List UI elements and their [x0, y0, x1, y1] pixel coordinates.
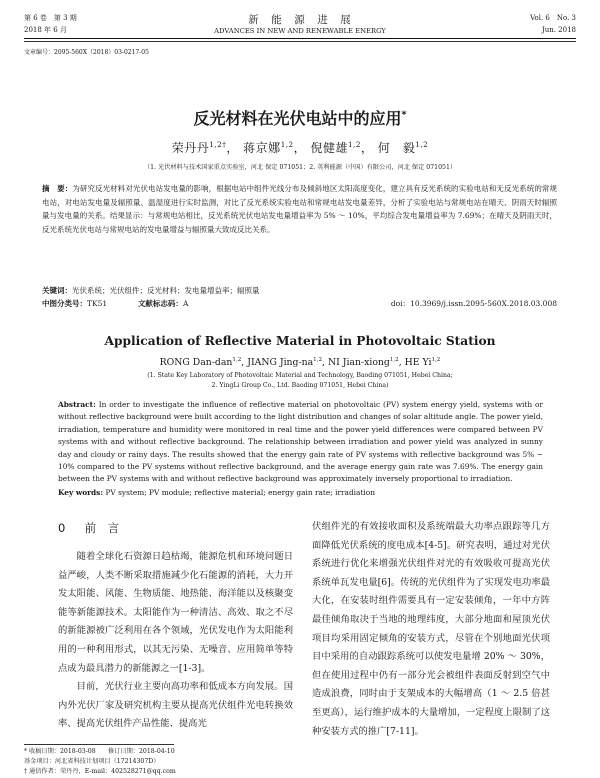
body-right-column — [312, 518, 550, 741]
section-title: 前 言 — [84, 521, 120, 535]
keywords-en-text: PV system; PV module; reflective material; energy gain rate; irradiation — [105, 488, 375, 497]
header-date-cn: 2018 年 6 月 — [24, 26, 67, 34]
paper-title-cn — [0, 106, 600, 129]
affiliation-en-1: (1. State Key Laboratory of Photovoltaic Material and Technology, Baoding 071051, Hebei China; — [147, 372, 453, 379]
keywords-en-label: Key words: — [58, 488, 104, 497]
author-cn: 荣丹丹$^{1,2\dagger}$ — [171, 140, 227, 155]
footnote-received: * 收稿日期：2018-03-08 修订日期：2018-04-10 — [24, 748, 175, 755]
author-en: NI Jian-xiong$^{1,2}$ — [327, 356, 399, 368]
title-footnote-mark: * — [401, 109, 407, 121]
keywords-cn-text: 光伏系统；光伏组件；反光材料；发电量增益率；辐照量 — [72, 286, 260, 295]
article-number: 文章编号：2095-560X（2018）03-0217-05 — [24, 49, 149, 56]
authors-cn: 荣丹丹$^{1,2\dagger}$， 蒋京娜$^{1,2}$， 倪健雄$^{1,2}$， 何 毅$^{1,2}$ — [171, 140, 429, 155]
author-en: RONG Dan-dan$^{1,2}$ — [159, 356, 242, 368]
footnote-rule — [24, 744, 174, 745]
body-paragraph: 随着全球化石资源日趋枯竭，能源危机和环境问题日益严峻，人类不断采取措施减少化石能源的消耗，大力开发太阳能、风能、生物质能、地热能、海洋能以及核聚变能等新能源技术。太阳能作为一种清洁、高效、取之不尽的新能源被广泛利用在各个领域，光伏发电作为太阳能利用的一种利用形式，以其无污染、无噪音、应用简单等特点成为最具潜力的新能源之一[1-3]。 — [58, 551, 293, 674]
abstract-cn — [42, 182, 557, 236]
clc-code: TK51 — [87, 299, 108, 308]
section-heading — [58, 520, 119, 536]
header-rule — [24, 38, 576, 39]
footnote-author: † 通信作者：荣丹丹，E-mail：402528271@qq.com — [24, 768, 176, 775]
abstract-en — [58, 399, 543, 486]
body-paragraph: 伏组件光的有效接收面积及系统端最大功率点跟踪等几方面降低光伏系统的度电成本[4-5]。研究表明，通过对光伏系统进行优化来增强光伏组件对光的有效吸收可提高光伏系统单瓦发电量[6]。传统的光伏组件为了实现发电功率最大化，在安装时组件需要具有一定安装倾角，一年中方阵最佳倾角取决于当地的地理纬度，大部分地面和屋顶光伏项目均采用固定倾角的安装方式，尽管在个别地面光伏项目中采用的自动跟踪系统可以使发电量增 20% ～ 30%，但在使用过程中仍有一部分光会被组件表面反射到空气中造成浪费，同时由于支架成本的大幅增高（1 ～ 2.5 倍甚至更高），运行维护成本的大量增加，一定程度上限制了这种安装方式的推广[7-11]。 — [312, 521, 550, 737]
footnote-fund: 基金项目：河北省科技计划项目（17214307D） — [24, 758, 160, 765]
header-rule-thin — [24, 41, 576, 42]
abstract-cn-text: 为研究反光材料对光伏电站发电量的影响，根据电站中组件光线分布及倾斜地区太阳高度变化，建立具有反光系统的实验电站和无反光系统的常规电站，对电站发电量及辐照量、温湿度进行实时监测，对比了反光系统实验电站和常规电站发电量差异，分析了实验电站与常规电站在晴天、阴雨天时辐照量与发电量的关系。结果显示：与常规电站相比，反光系统光伏电站发电量增益率为 5% ～ 10%，平均综合发电量增益率为 7.69%；在晴天及阴雨天时，反光系统光伏电站与常规电站的发电量增益与辐照量大致成反比关系。 — [42, 184, 558, 234]
authors-en: RONG Dan-dan$^{1,2}$, JIANG Jing-na$^{1,2}$, NI Jian-xiong$^{1,2}$, HE Yi$^{1,2}$ — [159, 356, 441, 368]
doi[interactable]: doi：10.3969/j.issn.2095-560X.2018.03.008 — [390, 299, 557, 308]
clc-label: 中图分类号： — [42, 299, 87, 308]
body-left-column — [58, 548, 293, 734]
paper-title-en: Application of Reflective Material in Photovoltaic Station — [104, 334, 496, 348]
paper-title-cn-text: 反光材料在光伏电站中的应用 — [193, 109, 402, 128]
header-date-en: Jun. 2018 — [541, 26, 576, 34]
header-volume-en: Vol. 6 No. 3 — [530, 14, 576, 22]
author-cn: 倪健雄$^{1,2}$ — [310, 140, 361, 155]
abstract-en-text: In order to investigate the influence of reflective material on photovoltaic (PV) system energy yield, systems with or without reflective background were built according to the light distribution and changes of solar altitude angle. The power yield, irradiation, temperature and humidity were monitored in real time and the power yield differences were compared between PV systems with and without reflective background. The relationship between irradiation and power yield was analyzed in sunny day and cloudy or rainy days. The results showed that the energy gain rate of PV systems with reflective background was 5% ~ 10% compared to the PV systems without reflective background, and the average energy gain rate was 7.69%. The energy gain between the PV systems with and without reflective background was approximately inversely proportional to irradiation. — [58, 400, 543, 484]
keywords-cn — [42, 284, 557, 298]
header-journal-en: ADVANCES IN NEW AND RENEWABLE ENERGY — [214, 27, 386, 35]
keywords-en — [58, 487, 543, 499]
author-cn: 蒋京娜$^{1,2}$ — [243, 140, 294, 155]
classification-row — [42, 298, 557, 310]
section-number: 0 — [58, 521, 66, 535]
author-en: JIANG Jing-na$^{1,2}$ — [247, 356, 323, 368]
keywords-cn-label: 关键词： — [42, 286, 72, 295]
abstract-cn-label: 摘 要： — [42, 184, 73, 193]
header-journal-cn: 新 能 源 进 展 — [248, 14, 352, 26]
doc-code: A — [182, 299, 189, 308]
affiliation-en-2: 2. YingLi Group Co., Ltd. Baoding 071051, Hebei China) — [211, 382, 389, 389]
doc-code-label: 文献标志码： — [137, 299, 183, 308]
abstract-en-label: Abstract: — [58, 400, 96, 409]
header-volume-cn: 第 6 卷 第 3 期 — [24, 14, 77, 22]
author-en: HE Yi$^{1,2}$ — [404, 356, 441, 368]
affiliation-cn: （1. 光伏材料与技术国家重点实验室，河北 保定 071051；2. 英利能源（中国）有限公司，河北 保定 071051） — [143, 164, 457, 171]
body-paragraph: 目前，光伏行业主要向高功率和低成本方向发展。国内外光伏厂家及研究机构主要从提高光伏组件光电转换效率、提高光伏组件产品性能、提高光 — [58, 681, 293, 730]
author-cn: 何 毅$^{1,2}$ — [377, 140, 429, 155]
